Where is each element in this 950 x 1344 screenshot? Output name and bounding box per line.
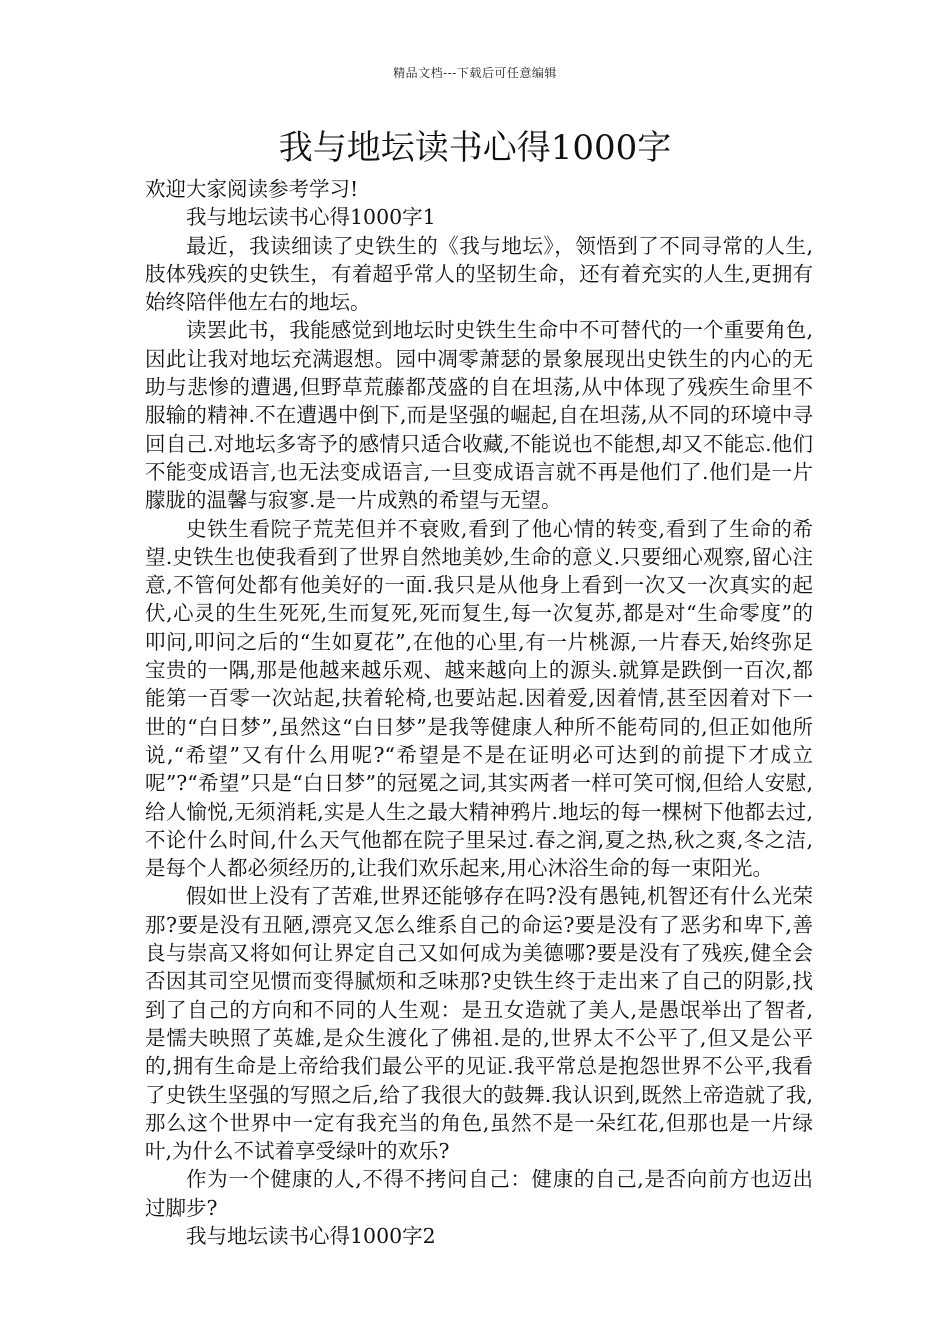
- page-title: 我与地坛读书心得1000字: [278, 128, 672, 168]
- paragraph: 作为一个健康的人,不得不拷问自己：健康的自己,是否向前方也迈出过脚步?: [145, 1167, 813, 1220]
- section-heading-1: 我与地坛读书心得1000字1: [186, 205, 436, 230]
- intro-line: 欢迎大家阅读参考学习!: [145, 177, 359, 201]
- section-heading-2: 我与地坛读书心得1000字2: [186, 1223, 436, 1248]
- document-body: [145, 175, 813, 1250]
- paragraph: 最近，我读细读了史铁生的《我与地坛》，领悟到了不同寻常的人生,肢体残疾的史铁生，有着超乎常人的坚韧生命，还有着充实的人生,更拥有始终陪伴他左右的地坛。: [145, 233, 813, 315]
- header-note: 精品文档---下载后可任意编辑: [393, 66, 557, 80]
- paragraph: 读罢此书，我能感觉到地坛时史铁生生命中不可替代的一个重要角色,因此让我对地坛充满遐想。园中凋零萧瑟的景象展现出史铁生的内心的无助与悲惨的遭遇,但野草荒藤都茂盛的自在坦荡,从中体现了残疾生命里不服输的精神.不在遭遇中倒下,而是坚强的崛起,自在坦荡,从不同的环境中寻回自己.对地坛多寄予的感情只适合收藏,不能说也不能想,却又不能忘.他们不能变成语言,也无法变成语言,一旦变成语言就不再是他们了.他们是一片朦胧的温馨与寂寥.是一片成熟的希望与无望。: [145, 318, 813, 513]
- paragraph: 假如世上没有了苦难,世界还能够存在吗?没有愚钝,机智还有什么光荣那?要是没有丑陋,漂亮又怎么维系自己的命运?要是没有了恶劣和卑下,善良与崇高又将如何让界定自己又如何成为美德哪?要是没有了残疾,健全会否因其司空见惯而变得腻烦和乏味那?史铁生终于走出来了自己的阴影,找到了自己的方向和不同的人生观：是丑女造就了美人,是愚氓举出了智者,是懦夫映照了英雄,是众生渡化了佛祖.是的,世界太不公平了,但又是公平的,拥有生命是上帝给我们最公平的见证.我平常总是抱怨世界不公平,我看了史铁生坚强的写照之后,给了我很大的鼓舞.我认识到,既然上帝造就了我,那么这个世界中一定有我充当的角色,虽然不是一朵红花,但那也是一片绿叶,为什么不试着享受绿叶的欢乐?: [145, 884, 813, 1164]
- paragraph: 史铁生看院子荒芜但并不衰败,看到了他心情的转变,看到了生命的希望.史铁生也使我看到了世界自然地美妙,生命的意义.只要细心观察,留心注意,不管何处都有他美好的一面.我只是从他身上看到一次又一次真实的起伏,心灵的生生死死,生而复死,死而复生,每一次复苏,都是对“生命零度”的叩问,叩问之后的“生如夏花”,在他的心里,有一片桃源,一片春天,始终弥足宝贵的一隅,那是他越来越乐观、越来越向上的源头.就算是跌倒一百次,都能第一百零一次站起,扶着轮椅,也要站起.因着爱,因着情,甚至因着对下一世的“白日梦”,虽然这“白日梦”是我等健康人种所不能苟同的,但正如他所说,“希望”又有什么用呢?“希望是不是在证明必可达到的前提下才成立呢”?“希望”只是“白日梦”的冠冕之词,其实两者一样可笑可悯,但给人安慰,给人愉悦,无须消耗,实是人生之最大精神鸦片.地坛的每一棵树下他都去过,不论什么时间,什么天气他都在院子里呆过.春之润,夏之热,秋之爽,冬之洁,是每个人都必须经历的,让我们欢乐起来,用心沐浴生命的每一束阳光。: [145, 516, 813, 881]
